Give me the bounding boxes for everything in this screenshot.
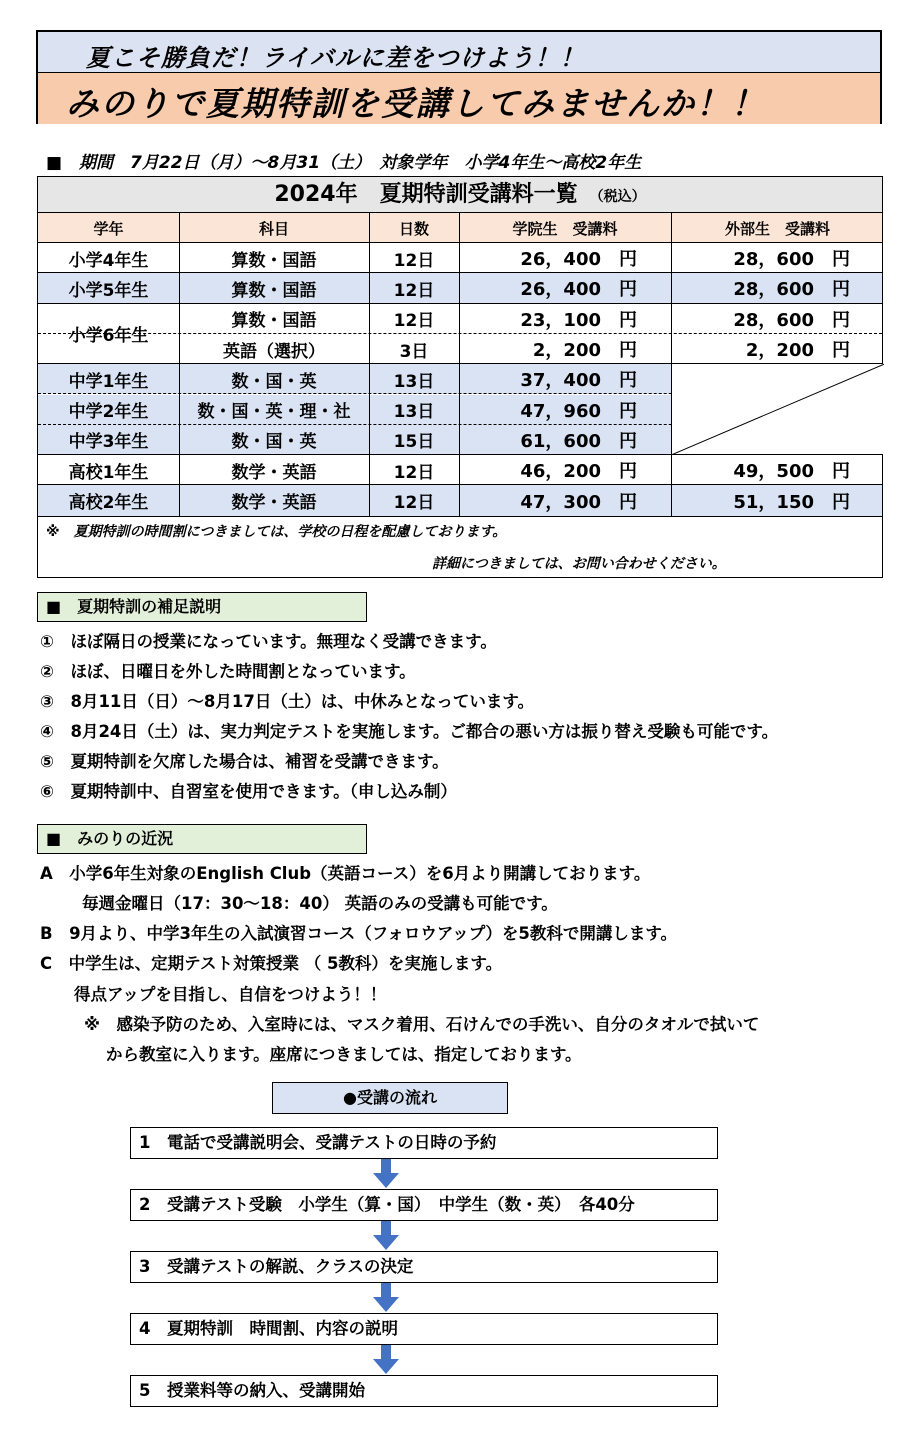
- subject-cell: 数学・英語: [231, 462, 317, 483]
- down-arrow-icon: [372, 1345, 400, 1375]
- external-cell: 28，600 円: [733, 249, 850, 271]
- subject-cell: 算数・国語: [231, 311, 317, 332]
- supplement-item: ⑥ 夏期特訓中、自習室を使用できます。（申し込み制）: [40, 782, 457, 801]
- table-body-bottom: [38, 516, 882, 517]
- news-line: C 中学生は、定期テスト対策授業 （ 5教科）を実施します。: [40, 954, 503, 973]
- supplement-item: ① ほぼ隔日の授業になっています。無理なく受講できます。: [40, 632, 497, 651]
- subject-cell: 英語（選択）: [223, 341, 325, 362]
- subject-cell: 算数・国語: [231, 280, 317, 301]
- header-cell: 外部生 受講料: [724, 219, 830, 238]
- news-line: 毎週金曜日（17：30～18：40） 英語のみの受講も可能です。: [82, 894, 558, 913]
- banner-title: みのりで夏期特訓を受講してみませんか！！: [66, 84, 766, 123]
- down-arrow-icon: [372, 1283, 400, 1313]
- supplement-item: ⑤ 夏期特訓を欠席した場合は、補習を受講できます。: [40, 752, 449, 771]
- banner-subtitle: 夏こそ勝負だ！ライバルに差をつけよう！！: [86, 44, 585, 72]
- internal-cell: 47，960 円: [520, 400, 637, 422]
- empty-cell-diagonal: [38, 177, 884, 579]
- subject-cell: 数・国・英: [231, 371, 317, 392]
- grade-cell: 中学2年生: [68, 402, 149, 423]
- internal-cell: 23，100 円: [520, 309, 637, 331]
- fee-table-tax-label: （税込）: [589, 189, 646, 205]
- table-note: ※ 夏期特訓の時間割につきましては、学校の日程を配慮しております。: [46, 524, 507, 540]
- internal-cell: 2，200 円: [532, 340, 637, 362]
- supplement-item: ③ 8月11日（日）～8月17日（土）は、中休みとなっています。: [40, 692, 535, 711]
- external-cell: 51，150 円: [733, 491, 850, 513]
- external-cell: 28，600 円: [733, 309, 850, 331]
- banner: [36, 30, 882, 124]
- days-cell: 12日: [393, 250, 435, 271]
- subject-cell: 数・国・英・理・社: [197, 402, 351, 423]
- external-cell: 28，600 円: [733, 279, 850, 301]
- table-note-detail: 詳細につきましては、お問い合わせください。: [432, 556, 726, 572]
- days-cell: 12日: [393, 462, 435, 483]
- news-line: A 小学6年生対象のEnglish Club（英語コース）を6月より開講しております。: [40, 864, 651, 883]
- days-cell: 13日: [393, 402, 435, 423]
- fee-table-title-text: 2024年 夏期特訓受講料一覧: [274, 182, 578, 207]
- period-line: ■ 期間 7月22日（月）～8月31（土） 対象学年 小学4年生～高校2年生: [46, 153, 642, 173]
- flow-step: 4 夏期特訓 時間割、内容の説明: [130, 1313, 718, 1345]
- header-cell: 学年: [93, 219, 124, 238]
- grade-cell: 小学5年生: [68, 280, 149, 301]
- news-line: B 9月より、中学3年生の入試演習コース（フォロウアップ）を5教科で開講します。: [40, 924, 678, 943]
- grade-cell: 中学1年生: [68, 371, 149, 392]
- flow-step: 5 授業料等の納入、受講開始: [130, 1375, 718, 1407]
- external-cell: 2，200 円: [745, 340, 850, 362]
- column-divider: [671, 213, 672, 516]
- internal-cell: 26，400 円: [520, 249, 637, 271]
- fee-table: [37, 176, 883, 578]
- internal-cell: 47，300 円: [520, 491, 637, 513]
- supplement-heading: ■ 夏期特訓の補足説明: [37, 592, 367, 622]
- column-divider: [369, 213, 370, 516]
- supplement-item: ④ 8月24日（土）は、実力判定テストを実施します。ご都合の悪い方は振り替え受験も可能です。: [40, 722, 779, 741]
- header-cell: 科目: [258, 219, 289, 238]
- flow-step: 1 電話で受講説明会、受講テストの日時の予約: [130, 1127, 718, 1159]
- internal-cell: 61，600 円: [520, 430, 637, 452]
- days-cell: 3日: [399, 341, 429, 362]
- flow-step: 3 受講テストの解説、クラスの決定: [130, 1251, 718, 1283]
- grade-cell: 小学4年生: [68, 250, 149, 271]
- internal-cell: 26，400 円: [520, 279, 637, 301]
- subject-cell: 数・国・英: [231, 432, 317, 453]
- grade-cell: 小学6年生: [68, 326, 149, 347]
- down-arrow-icon: [372, 1159, 400, 1189]
- news-line: 得点アップを目指し、自信をつけよう！！: [74, 985, 387, 1004]
- days-cell: 15日: [393, 432, 435, 453]
- header-cell: 日数: [398, 219, 429, 238]
- flow-step: 2 受講テスト受験 小学生（算・国） 中学生（数・英） 各40分: [130, 1189, 718, 1221]
- column-divider: [179, 213, 180, 516]
- header-cell: 学院生 受講料: [512, 219, 618, 238]
- flow-heading: ●受講の流れ: [272, 1082, 508, 1114]
- column-divider: [459, 213, 460, 516]
- news-heading: ■ みのりの近況: [37, 824, 367, 854]
- days-cell: 12日: [393, 311, 435, 332]
- external-cell: 49，500 円: [733, 461, 850, 483]
- subject-cell: 数学・英語: [231, 493, 317, 514]
- days-cell: 13日: [393, 371, 435, 392]
- down-arrow-icon: [372, 1221, 400, 1251]
- days-cell: 12日: [393, 280, 435, 301]
- internal-cell: 37，400 円: [520, 370, 637, 392]
- grade-cell: 中学3年生: [68, 432, 149, 453]
- days-cell: 12日: [393, 493, 435, 514]
- supplement-item: ② ほぼ、日曜日を外した時間割となっています。: [40, 662, 416, 681]
- subject-cell: 算数・国語: [231, 250, 317, 271]
- grade-cell: 高校2年生: [68, 493, 149, 514]
- internal-cell: 46，200 円: [520, 461, 637, 483]
- news-line: ※ 感染予防のため、入室時には、マスク着用、石けんでの手洗い、自分のタオルで拭いて: [84, 1015, 760, 1034]
- news-line: から教室に入ります。座席につきましては、指定しております。: [106, 1045, 582, 1064]
- diagonal-line: [671, 364, 884, 455]
- table-row: [38, 304, 882, 347]
- grade-cell: 高校1年生: [68, 462, 149, 483]
